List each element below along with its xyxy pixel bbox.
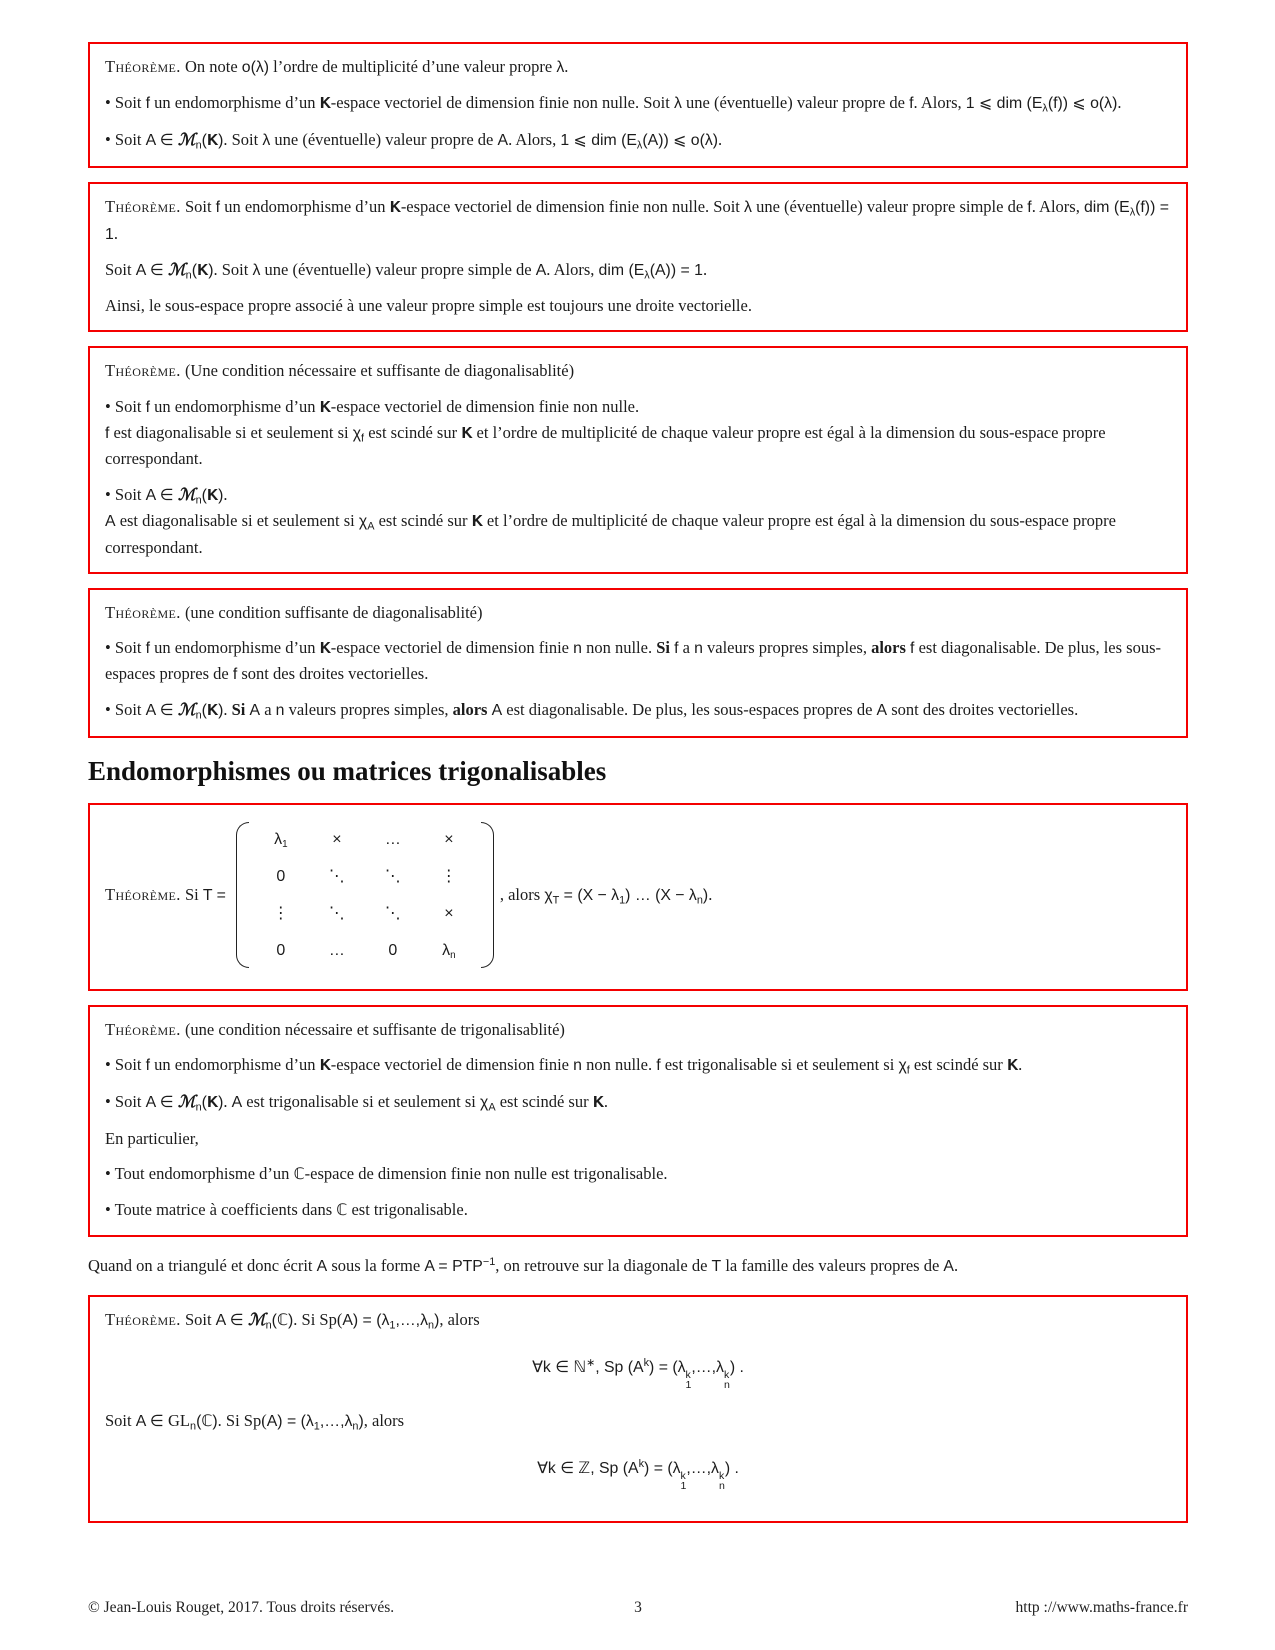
- text-run: χ: [352, 424, 362, 442]
- text-run: Théorème.: [105, 885, 181, 905]
- text-run: k 1: [685, 1368, 692, 1391]
- text-run: .: [953, 1256, 959, 1276]
- text-run: χ: [480, 1094, 489, 1112]
- theorem-paragraph: [105, 127, 1171, 154]
- text-run: ℳ: [177, 700, 196, 720]
- text-run: .: [1018, 1055, 1023, 1075]
- text-run: -espace vectoriel de dimension finie non nulle. Soit: [400, 196, 745, 216]
- text-run: n: [694, 640, 703, 658]
- text-run: f: [145, 1057, 151, 1075]
- theorem-paragraph: [105, 420, 1171, 472]
- footer-copyright: © Jean-Louis Rouget, 2017. Tous droits réservés.: [88, 1599, 395, 1617]
- matrix-equation: [105, 813, 1171, 977]
- text-run: .: [702, 259, 708, 279]
- text-run: Théorème.: [105, 361, 181, 381]
- text-run: • Soit: [105, 129, 146, 149]
- text-run: est scindé sur: [364, 422, 462, 442]
- text-run: λ: [262, 131, 271, 149]
- theorem-paragraph: [105, 635, 1171, 687]
- text-run: • Soit: [105, 396, 146, 416]
- text-run: n: [195, 139, 202, 152]
- text-run: K: [206, 486, 219, 504]
- text-run: dim (E: [1083, 198, 1130, 216]
- text-run: .: [718, 129, 723, 149]
- matrix-cell: ⋮: [272, 904, 289, 922]
- text-run: valeurs propres simples,: [702, 638, 872, 658]
- text-run: χ: [898, 1057, 907, 1075]
- theorem-paragraph: [105, 697, 1171, 724]
- text-run: est diagonalisable. De plus, les sous-espaces propres de: [105, 638, 1161, 684]
- text-run: ℂ: [293, 1166, 305, 1184]
- text-run: , Sp (A: [595, 1359, 644, 1377]
- text-run: λ: [556, 59, 565, 76]
- text-run: K: [197, 261, 209, 279]
- text-run: Théorème.: [105, 1310, 181, 1330]
- text-run: K: [206, 1094, 219, 1112]
- matrix-cell: 0: [276, 941, 286, 959]
- text-run: (Une condition nécessaire et suffisante de diagonalisablité): [180, 361, 575, 381]
- right-paren-icon: [481, 822, 494, 968]
- text-run: = (X − λ: [559, 886, 620, 904]
- text-run: ) = (λ: [644, 1459, 681, 1477]
- text-run: Soit: [180, 196, 216, 216]
- text-run: non nulle.: [581, 1055, 657, 1075]
- text-run: • Soit: [105, 93, 146, 113]
- text-run: f: [215, 198, 221, 216]
- matrix-cell: ×: [332, 830, 342, 848]
- text-run: f: [909, 95, 914, 113]
- text-run: .: [708, 884, 713, 904]
- text-run: ℳ: [177, 484, 196, 504]
- text-run: f: [656, 1057, 661, 1075]
- text-run: k n: [723, 1368, 730, 1391]
- text-run: alors: [452, 700, 488, 720]
- theorem-paragraph: [105, 508, 1171, 560]
- text-run: ,…,λ: [691, 1359, 724, 1377]
- text-run: Si: [180, 885, 203, 905]
- text-run: n: [190, 1420, 197, 1433]
- text-run: A: [316, 1258, 328, 1276]
- text-run: (une condition nécessaire et suffisante de trigonalisablité): [180, 1020, 565, 1040]
- text-run: ℳ: [247, 1310, 266, 1330]
- text-run: ): [218, 1094, 224, 1112]
- text-run: . Si Sp(: [293, 1310, 343, 1330]
- text-run: A: [876, 702, 888, 720]
- text-run: une (éventuelle) valeur propre simple de: [260, 259, 536, 279]
- text-run: ): [358, 1413, 364, 1431]
- text-run: A: [497, 131, 509, 149]
- text-run: sont des droites vectorielles.: [887, 700, 1079, 720]
- text-run: . Alors,: [1031, 196, 1084, 216]
- text-run: ) = (λ: [352, 1312, 390, 1330]
- text-run: K: [389, 198, 401, 216]
- text-run: λ: [1129, 205, 1136, 218]
- text-run: A: [491, 702, 503, 720]
- text-run: Si: [656, 638, 670, 658]
- theorem-box-cns-diagonalisability: [88, 346, 1188, 574]
- text-run: ∀k ∈ ℕ: [532, 1359, 587, 1377]
- text-run: (: [201, 131, 207, 149]
- text-run: A = PTP: [424, 1258, 483, 1276]
- matrix-cell: 0: [276, 867, 286, 885]
- text-run: (A)) = 1: [649, 261, 703, 279]
- text-run: ): [218, 131, 224, 149]
- text-run: . Alors,: [546, 259, 599, 279]
- text-run: A: [943, 1258, 954, 1276]
- text-run: . Si Sp(: [217, 1411, 267, 1431]
- text-run: Soit: [105, 1411, 136, 1431]
- text-run: , on retrouve sur la diagonale de: [495, 1256, 712, 1276]
- text-run: ): [218, 486, 224, 504]
- text-run: • Soit: [105, 700, 146, 720]
- theorem-paragraph: [105, 394, 1171, 420]
- matrix-cell: ⋱: [328, 867, 345, 885]
- text-run: A ∈: [145, 131, 178, 149]
- text-run: −1: [482, 1256, 496, 1269]
- text-run: • Toute matrice à coefficients dans: [105, 1200, 337, 1220]
- text-run: n: [185, 268, 192, 281]
- text-run: f: [145, 640, 151, 658]
- text-run: ∀k ∈ ℤ, Sp (A: [537, 1459, 639, 1477]
- text-run: un endomorphisme d’un: [150, 638, 320, 658]
- text-run: λ: [644, 268, 650, 281]
- text-run: (: [191, 261, 198, 279]
- body-paragraph: [88, 1253, 1188, 1279]
- matrix-lhs-text: [105, 882, 226, 908]
- text-run: une (éventuelle) valeur propre simple de: [751, 196, 1028, 216]
- text-run: T: [552, 894, 560, 907]
- text-run: une (éventuelle) valeur propre de: [681, 93, 910, 113]
- text-run: est scindé sur: [909, 1055, 1007, 1075]
- text-run: k: [643, 1357, 650, 1370]
- text-run: K: [206, 131, 219, 149]
- text-run: f: [361, 431, 365, 444]
- text-run: 1: [313, 1420, 320, 1433]
- text-run: , alors: [499, 884, 545, 904]
- text-run: f: [906, 1064, 910, 1077]
- text-run: est trigonalisable si et seulement si: [242, 1092, 480, 1112]
- text-run: Ainsi, le sous-espace propre associé à une valeur propre simple est toujours une droite vectorielle.: [105, 296, 752, 316]
- text-run: , alors: [363, 1411, 405, 1431]
- text-run: -espace de dimension finie non nulle est trigonalisable.: [304, 1164, 668, 1184]
- theorem-paragraph: [105, 1089, 1171, 1116]
- text-run: Théorème.: [105, 196, 181, 216]
- text-run: est trigonalisable.: [347, 1200, 468, 1220]
- theorem-paragraph: [105, 1455, 1171, 1491]
- text-run: A: [535, 261, 547, 279]
- text-run: (f)) ⩽ o(λ): [1047, 95, 1118, 113]
- text-run: (A)) ⩽ o(λ): [642, 131, 719, 149]
- theorem-paragraph: [105, 1197, 1171, 1223]
- text-run: K: [1006, 1057, 1019, 1075]
- text-run: (ℂ): [271, 1312, 294, 1330]
- text-run: (: [201, 486, 207, 504]
- theorem-box-spectrum-powers: [88, 1295, 1188, 1522]
- text-run: A ∈: [135, 1413, 169, 1431]
- theorem-paragraph: [105, 293, 1171, 318]
- text-run: 1 ⩽ dim (E: [560, 131, 637, 149]
- text-run: un endomorphisme d’un: [150, 396, 320, 416]
- theorem-paragraph: [105, 54, 1171, 80]
- text-run: -espace vectoriel de dimension finie: [330, 1055, 574, 1075]
- theorem-box-triangular-matrix: [88, 803, 1188, 991]
- text-run: -espace vectoriel de dimension finie non nulle.: [330, 396, 640, 416]
- theorem-paragraph: [105, 1408, 1171, 1435]
- text-run: A ∈: [145, 1094, 178, 1112]
- text-run: (f)) = 1: [105, 198, 1169, 243]
- text-run: K: [461, 424, 473, 442]
- text-run: A: [367, 520, 375, 533]
- theorem-box-cs-diagonalisability: [88, 588, 1188, 738]
- text-run: n: [195, 1101, 202, 1114]
- text-run: Soit: [180, 1310, 216, 1330]
- text-run: Théorème.: [105, 57, 181, 76]
- text-run: Si: [231, 700, 246, 720]
- text-run: n: [265, 1319, 272, 1332]
- text-run: k 1: [680, 1469, 687, 1492]
- text-run: GL: [168, 1411, 191, 1431]
- text-run: ) .: [724, 1459, 739, 1477]
- text-run: -espace vectoriel de dimension finie: [330, 638, 574, 658]
- text-run: • Soit: [105, 1092, 146, 1112]
- matrix-cell: λn: [442, 941, 456, 961]
- text-run: ,…,λ: [686, 1459, 719, 1477]
- matrix-cell: …: [328, 941, 345, 959]
- theorem-box-multiplicity-order: [88, 42, 1188, 168]
- text-run: χ: [358, 513, 368, 531]
- theorem-paragraph: [105, 482, 1171, 509]
- text-run: A ∈: [135, 261, 169, 279]
- matrix-cell: ⋮: [440, 867, 457, 885]
- text-run: ,…,λ: [395, 1312, 428, 1330]
- text-run: .: [1117, 93, 1122, 113]
- page-footer: [88, 1596, 1188, 1620]
- text-run: l’ordre de multiplicité d’une valeur propre: [269, 57, 557, 76]
- matrix-cell: ⋱: [328, 904, 345, 922]
- matrix-cell: 0: [388, 941, 398, 959]
- text-run: -espace vectoriel de dimension finie non nulle. Soit: [330, 93, 674, 113]
- text-run: T =: [202, 887, 226, 905]
- text-run: est scindé sur: [495, 1092, 593, 1112]
- text-run: A ∈: [215, 1312, 248, 1330]
- text-run: .: [603, 1092, 609, 1112]
- text-run: ℂ: [336, 1202, 348, 1220]
- text-run: ℳ: [168, 259, 186, 279]
- text-run: n: [195, 709, 202, 722]
- text-run: .: [223, 1092, 232, 1112]
- text-run: est trigonalisable si et seulement si: [660, 1055, 899, 1075]
- text-run: Théorème.: [105, 1020, 181, 1040]
- text-run: • Soit: [105, 1055, 146, 1075]
- text-run: n: [696, 894, 703, 907]
- text-run: A: [105, 513, 116, 531]
- text-run: 1 ⩽ dim (E: [965, 95, 1043, 113]
- text-run: f: [145, 95, 151, 113]
- text-run: K: [206, 702, 219, 720]
- text-run: Soit: [105, 259, 136, 279]
- text-run: un endomorphisme d’un: [150, 93, 320, 113]
- text-run: 1: [389, 1319, 396, 1332]
- text-run: ) .: [729, 1359, 744, 1377]
- text-run: n: [195, 493, 202, 506]
- text-run: ℳ: [177, 129, 196, 149]
- text-run: un endomorphisme d’un: [150, 1055, 320, 1075]
- text-run: f: [674, 640, 679, 658]
- matrix-cell: ⋱: [384, 867, 401, 885]
- text-run: K: [319, 1057, 331, 1075]
- text-run: et l’ordre de multiplicité de chaque valeur propre est égal à la dimension du sous-espace propre correspondant.: [105, 511, 1116, 558]
- text-run: ) = (λ: [277, 1413, 314, 1431]
- text-run: (: [201, 702, 207, 720]
- text-run: . Alors,: [508, 129, 561, 149]
- theorem-paragraph: [88, 1253, 1188, 1279]
- text-run: k n: [718, 1469, 725, 1492]
- theorem-paragraph: [105, 1052, 1171, 1079]
- theorem-box-simple-eigenvalue: [88, 182, 1188, 333]
- matrix-rhs-text: [500, 882, 712, 909]
- section-heading: Endomorphismes ou matrices trigonalisables: [88, 756, 607, 787]
- text-run: A: [231, 1094, 243, 1112]
- text-run: alors: [871, 638, 906, 658]
- text-run: A ∈: [145, 486, 178, 504]
- text-run: λ: [1042, 102, 1048, 115]
- theorem-paragraph: [105, 1126, 1171, 1151]
- text-run: valeurs propres simples,: [284, 700, 453, 720]
- text-run: A: [488, 1101, 496, 1114]
- text-run: f: [145, 398, 151, 416]
- matrix-cell: ×: [444, 904, 454, 922]
- matrix-cell: ×: [444, 830, 454, 848]
- text-run: • Soit: [105, 484, 146, 504]
- text-run: n: [352, 1420, 359, 1433]
- text-run: f: [232, 666, 238, 684]
- text-run: . Alors,: [913, 93, 966, 113]
- text-run: • Tout endomorphisme d’un: [105, 1164, 294, 1184]
- footer-page-number: 3: [634, 1599, 642, 1617]
- text-run: A: [342, 1312, 353, 1330]
- text-run: χ: [544, 886, 553, 904]
- text-run: K: [319, 398, 331, 416]
- text-run: n: [573, 640, 582, 658]
- text-run: sous la forme: [327, 1256, 425, 1276]
- text-run: ): [218, 702, 224, 720]
- text-run: est diagonalisable si et seulement si: [109, 422, 353, 442]
- text-run: T: [711, 1258, 722, 1276]
- theorem-paragraph: [105, 358, 1171, 383]
- text-run: K: [319, 95, 331, 113]
- text-run: .: [223, 700, 232, 720]
- text-run: A ∈: [145, 702, 178, 720]
- theorem-paragraph: [105, 90, 1171, 117]
- text-run: ) = (λ: [649, 1359, 686, 1377]
- text-run: o(λ): [241, 59, 270, 76]
- text-run: ∗: [586, 1357, 596, 1370]
- text-run: est diagonalisable. De plus, les sous-espaces propres de: [502, 700, 877, 720]
- text-run: .: [113, 223, 118, 243]
- text-run: n: [275, 702, 285, 720]
- text-run: la famille des valeurs propres de: [721, 1256, 944, 1276]
- text-run: f: [910, 640, 915, 658]
- text-run: λ: [744, 198, 752, 216]
- theorem-paragraph: [105, 194, 1171, 247]
- text-run: λ: [673, 95, 682, 113]
- text-run: k: [638, 1457, 645, 1470]
- text-run: f: [105, 424, 110, 442]
- text-run: 1: [619, 894, 626, 907]
- text-run: A: [266, 1413, 278, 1431]
- matrix-cell: …: [384, 830, 401, 848]
- text-run: • Soit: [105, 638, 146, 658]
- footer-url: http ://www.maths-france.fr: [1015, 1599, 1188, 1617]
- text-run: a: [260, 700, 276, 720]
- text-run: f: [1027, 198, 1032, 216]
- text-run: Quand on a triangulé et donc écrit: [88, 1256, 317, 1276]
- text-run: dim (E: [598, 261, 645, 279]
- text-run: Théorème.: [105, 603, 181, 623]
- text-run: ℳ: [177, 1092, 196, 1112]
- text-run: et l’ordre de multiplicité de chaque valeur propre est égal à la dimension du sous-espace propre correspondant.: [105, 422, 1106, 469]
- left-paren-icon: [236, 822, 249, 968]
- text-run: On note: [180, 57, 242, 76]
- matrix-cell: λ1: [274, 830, 288, 850]
- text-run: En particulier,: [105, 1129, 199, 1149]
- theorem-paragraph: [105, 257, 1171, 284]
- text-run: (: [201, 1094, 207, 1112]
- text-run: λ: [252, 261, 261, 279]
- text-run: une (éventuelle) valeur propre de: [270, 129, 498, 149]
- text-run: non nulle.: [581, 638, 657, 658]
- triangular-matrix: [249, 819, 481, 971]
- theorem-paragraph: [105, 1354, 1171, 1390]
- text-run: ): [702, 886, 709, 904]
- text-run: .: [223, 484, 228, 504]
- theorem-paragraph: [105, 600, 1171, 625]
- text-run: . Soit: [223, 129, 263, 149]
- text-run: λ: [636, 139, 643, 152]
- text-run: sont des droites vectorielles.: [237, 664, 429, 684]
- text-run: n: [428, 1319, 435, 1332]
- text-run: a: [678, 638, 695, 658]
- text-run: (ℂ): [196, 1413, 218, 1431]
- text-run: K: [319, 640, 331, 658]
- matrix-cell: ⋱: [384, 904, 401, 922]
- text-run: un endomorphisme d’un: [220, 196, 390, 216]
- theorem-paragraph: [105, 1307, 1171, 1334]
- text-run: , alors: [439, 1310, 480, 1330]
- text-run: ) … (X − λ: [625, 886, 697, 904]
- text-run: est diagonalisable si et seulement si: [115, 511, 359, 531]
- text-run: K: [592, 1094, 604, 1112]
- text-run: K: [471, 513, 483, 531]
- text-run: (une condition suffisante de diagonalisablité): [180, 603, 483, 623]
- text-run: ): [208, 261, 214, 279]
- text-run: A: [249, 702, 261, 720]
- theorem-box-cns-trigonalisability: [88, 1005, 1188, 1237]
- theorem-paragraph: [105, 1017, 1171, 1042]
- text-run: ): [434, 1312, 440, 1330]
- text-run: n: [573, 1057, 582, 1075]
- text-run: est scindé sur: [374, 511, 472, 531]
- theorem-paragraph: [105, 1161, 1171, 1187]
- text-run: . Soit: [213, 259, 253, 279]
- text-run: .: [564, 57, 569, 76]
- text-run: ,…,λ: [319, 1413, 353, 1431]
